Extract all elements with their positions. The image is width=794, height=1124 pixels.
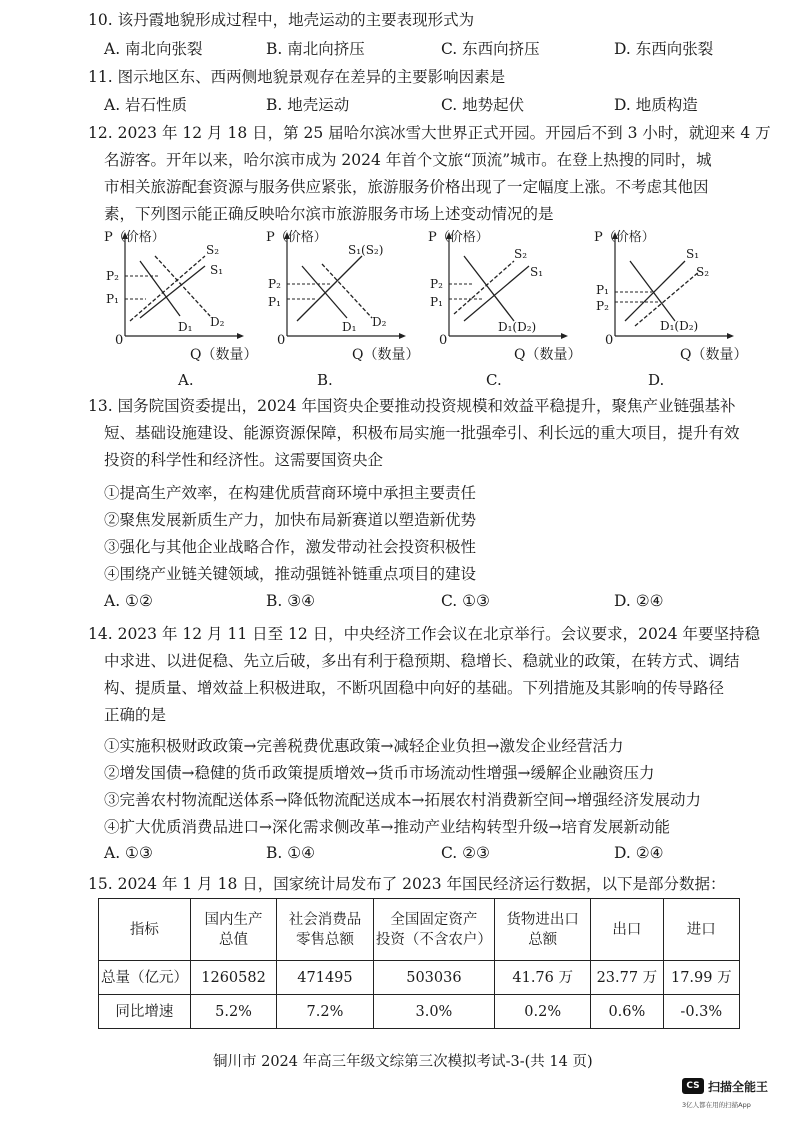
q10-option-b: B. 南北向挤压 — [266, 40, 365, 58]
q13-item-3: ③强化与其他企业战略合作，激发带动社会投资积极性 — [104, 538, 477, 556]
table-header-cell: 出口 — [591, 899, 663, 961]
table-cell: 1260582 — [190, 961, 277, 995]
chart-d-p-bottom: P₂ — [596, 299, 609, 313]
q10-option-d: D. 东西向张裂 — [614, 40, 714, 58]
table-cell: 503036 — [373, 961, 495, 995]
chart-a-d-right: D₂ — [210, 315, 225, 329]
chart-c-s-left: S₂ — [514, 247, 528, 261]
chart-a-xlabel: Q（数量） — [190, 347, 258, 363]
chart-d-s-left: S₁ — [686, 247, 700, 261]
chart-d-s-right: S₂ — [696, 265, 710, 279]
chart-b-d-right: D₂ — [372, 315, 387, 329]
table-cell: 7.2% — [277, 995, 373, 1029]
table-cell: -0.3% — [663, 995, 739, 1029]
table-header-row — [99, 899, 740, 961]
table-cell: 23.77 万 — [591, 961, 663, 995]
chart-c-graph — [424, 226, 584, 366]
q12-line-3: 市相关旅游配套资源与服务供应紧张，旅游服务价格出现了一定幅度上涨。不考虑其他因 — [104, 178, 709, 196]
table-cell: 5.2% — [190, 995, 277, 1029]
page-footer: 铜川市 2024 年高三年级文综第三次模拟考试-3-(共 14 页) — [213, 1054, 593, 1070]
q14-line-3: 构、提质量、增效益上积极进取，不断巩固稳中向好的基础。下列措施及其影响的传导路径 — [104, 679, 725, 697]
scanner-logo-icon: CS — [682, 1078, 704, 1094]
q14-option-d: D. ②④ — [614, 844, 664, 862]
chart-d-letter: D. — [648, 371, 665, 389]
chart-a-s-right: S₂ — [206, 243, 220, 257]
q14-line-1: 14. 2023 年 12 月 11 日至 12 日，中央经济工作会议在北京举行。会议要求，2024 年要坚持稳 — [88, 625, 761, 643]
q13-line-2: 短、基础设施建设、能源资源保障，积极布局实施一批强牵引、利长远的重大项目，提升有效 — [104, 424, 740, 442]
table-cell: 17.99 万 — [663, 961, 739, 995]
q12-line-2: 名游客。开年以来，哈尔滨市成为 2024 年首个文旅“顶流”城市。在登上热搜的同时，城 — [104, 151, 712, 169]
q14-item-1: ①实施积极财政政策→完善税费优惠政策→减轻企业负担→激发企业经营活力 — [104, 737, 624, 755]
q14-item-2: ②增发国债→稳健的货币政策提质增效→货币市场流动性增强→缓解企业融资压力 — [104, 764, 655, 782]
chart-b-xlabel: Q（数量） — [352, 347, 420, 363]
q15-data-table — [98, 898, 740, 1029]
table-header-cell: 社会消费品 零售总额 — [277, 899, 373, 961]
q14-line-2: 中求进、以进促稳、先立后破，多出有利于稳预期、稳增长、稳就业的政策，在转方式、调结 — [104, 652, 740, 670]
q11-option-d: D. 地质构造 — [614, 96, 698, 114]
chart-c-p-top: P₂ — [430, 277, 443, 291]
table-cell: 总量（亿元） — [99, 961, 191, 995]
chart-d-p-top: P₁ — [596, 283, 609, 297]
table-header-cell: 国内生产 总值 — [190, 899, 277, 961]
table-row — [99, 961, 740, 995]
q10-stem: 10. 该丹霞地貌形成过程中，地壳运动的主要表现形式为 — [88, 11, 475, 29]
table-row — [99, 995, 740, 1029]
q11-option-a: A. 岩石性质 — [104, 96, 188, 114]
table-header-cell: 指标 — [99, 899, 191, 961]
chart-d-graph — [590, 226, 750, 366]
table-cell: 3.0% — [373, 995, 495, 1029]
chart-a-ylabel: P（价格） — [104, 230, 165, 245]
chart-b-letter: B. — [317, 371, 333, 389]
q13-line-1: 13. 国务院国资委提出，2024 年国资央企要推动投资规模和效益平稳提升，聚焦产业链强基补 — [88, 397, 736, 415]
chart-d-origin: 0 — [605, 333, 614, 348]
chart-b-s-label: S₁(S₂) — [348, 243, 384, 257]
q14-option-c: C. ②③ — [441, 844, 490, 862]
q14-item-3: ③完善农村物流配送体系→降低物流配送成本→拓展农村消费新空间→增强经济发展动力 — [104, 791, 701, 809]
q13-item-4: ④围绕产业链关键领域，推动强链补链重点项目的建设 — [104, 565, 477, 583]
chart-c-s-right: S₁ — [530, 265, 544, 279]
chart-b-d-left: D₁ — [342, 320, 357, 334]
q13-option-b: B. ③④ — [266, 592, 316, 610]
chart-d — [590, 226, 750, 389]
q11-stem: 11. 图示地区东、西两侧地貌景观存在差异的主要影响因素是 — [88, 68, 506, 86]
q12-line-1: 12. 2023 年 12 月 18 日，第 25 届哈尔滨冰雪大世界正式开园。开园后不到 3 小时，就迎来 4 万 — [88, 124, 771, 142]
chart-c-letter: C. — [486, 371, 502, 389]
chart-c-d-label: D₁(D₂) — [498, 320, 537, 334]
chart-b-p-bottom: P₁ — [268, 295, 281, 309]
chart-a-d-left: D₁ — [178, 320, 193, 334]
chart-c-origin: 0 — [439, 333, 448, 348]
q10-option-a: A. 南北向张裂 — [104, 40, 203, 58]
q13-item-1: ①提高生产效率，在构建优质营商环境中承担主要责任 — [104, 484, 477, 502]
chart-d-d-label: D₁(D₂) — [660, 319, 699, 333]
q14-line-4: 正确的是 — [104, 706, 167, 724]
table-header-cell: 进口 — [663, 899, 739, 961]
chart-a — [100, 226, 260, 389]
q13-option-c: C. ①③ — [441, 592, 490, 610]
chart-c-ylabel: P（价格） — [428, 230, 489, 245]
table-header-cell: 全国固定资产 投资（不含农户） — [373, 899, 495, 961]
table-cell: 41.76 万 — [495, 961, 591, 995]
scanner-tagline: 3亿人都在用的扫描App — [682, 1101, 751, 1109]
q15-stem: 15. 2024 年 1 月 18 日，国家统计局发布了 2023 年国民经济运行数据，以下是部分数据： — [88, 875, 726, 893]
q12-line-4: 素，下列图示能正确反映哈尔滨市旅游服务市场上述变动情况的是 — [104, 205, 554, 223]
table-header-cell: 货物进出口 总额 — [495, 899, 591, 961]
q10-option-c: C. 东西向挤压 — [441, 40, 540, 58]
chart-b-graph — [262, 226, 422, 366]
chart-d-ylabel: P（价格） — [594, 230, 655, 245]
chart-a-origin: 0 — [115, 333, 124, 348]
q14-item-4: ④扩大优质消费品进口→深化需求侧改革→推动产业结构转型升级→培育发展新动能 — [104, 818, 670, 836]
chart-c-xlabel: Q（数量） — [514, 347, 582, 363]
chart-b-origin: 0 — [277, 333, 286, 348]
table-cell: 0.2% — [495, 995, 591, 1029]
chart-d-xlabel: Q（数量） — [680, 347, 748, 363]
q13-item-2: ②聚焦发展新质生产力，加快布局新赛道以塑造新优势 — [104, 511, 477, 529]
scanner-app-name: 扫描全能王 — [708, 1080, 769, 1094]
q13-line-3: 投资的科学性和经济性。这需要国资央企 — [104, 451, 384, 469]
chart-a-letter: A. — [178, 371, 194, 389]
chart-a-p-top: P₂ — [106, 269, 119, 283]
chart-c-p-bottom: P₁ — [430, 295, 443, 309]
q13-option-a: A. ①② — [104, 592, 153, 610]
q13-option-d: D. ②④ — [614, 592, 664, 610]
chart-c — [424, 226, 584, 389]
chart-b-p-top: P₂ — [268, 277, 281, 291]
scanner-watermark — [682, 1078, 792, 1118]
chart-b-ylabel: P（价格） — [266, 230, 327, 245]
chart-a-p-bottom: P₁ — [106, 292, 119, 306]
table-cell: 0.6% — [591, 995, 663, 1029]
q11-option-c: C. 地势起伏 — [441, 96, 525, 114]
q14-option-a: A. ①③ — [104, 844, 153, 862]
q11-option-b: B. 地壳运动 — [266, 96, 350, 114]
table-cell: 同比增速 — [99, 995, 191, 1029]
chart-b — [262, 226, 422, 389]
chart-a-s-left: S₁ — [210, 263, 224, 277]
chart-a-graph — [100, 226, 260, 366]
q14-option-b: B. ①④ — [266, 844, 316, 862]
table-cell: 471495 — [277, 961, 373, 995]
